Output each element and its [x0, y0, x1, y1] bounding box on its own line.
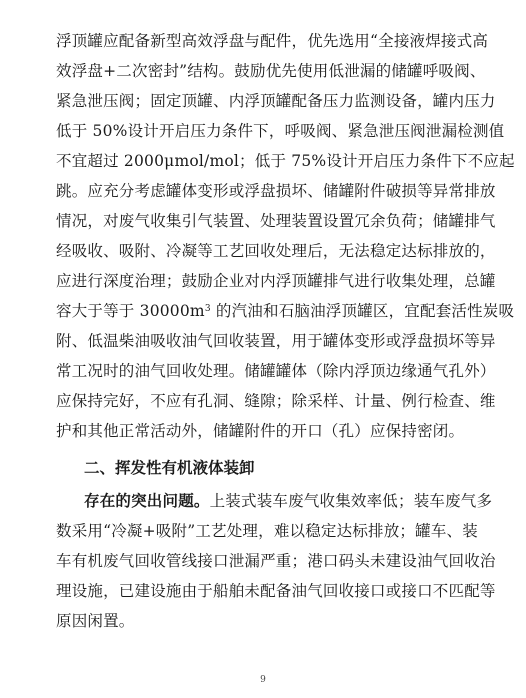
paragraph-line: 车有机废气回收管线接口泄漏严重；港口码头未建设油气回收治	[56, 552, 496, 570]
tank-capacity-text: 容大于等于 30000m	[56, 302, 205, 320]
paragraph-line: 原因闲置。	[56, 612, 135, 630]
paragraph-line: 经吸收、吸附、冷凝等工艺回收处理后，无法稳定达标排放的，	[56, 242, 496, 260]
paragraph-line	[84, 490, 493, 512]
paragraph-line: 情况，对废气收集引气装置、处理装置设置冗余负荷；储罐排气	[56, 212, 496, 230]
paragraph-line: 应保持完好，不应有孔洞、缝隙；除采样、计量、例行检查、维	[56, 392, 496, 410]
paragraph-line-continuation: 的汽油和石脑油浮顶罐区，宜配套活性炭吸	[210, 302, 515, 320]
section-heading: 二、挥发性有机液体装卸	[84, 459, 255, 477]
lead-phrase: 存在的突出问题。	[84, 492, 210, 510]
paragraph-line: 浮顶罐应配备新型高效浮盘与配件，优先选用“全接液焊接式高	[56, 32, 489, 50]
paragraph-line: 不宜超过 2000μmol/mol；低于 75%设计开启压力条件下不应起	[56, 152, 515, 170]
paragraph-line: 低于 50%设计开启压力条件下，呼吸阀、紧急泄压阀泄漏检测值	[56, 122, 505, 140]
paragraph-line-continuation: 上装式装车废气收集效率低；装车废气多	[209, 492, 493, 510]
paragraph-line: 附、低温柴油吸收油气回收装置，用于罐体变形或浮盘损坏等异	[56, 332, 496, 350]
paragraph-line: 护和其他正常活动外，储罐附件的开口（孔）应保持密闭。	[56, 422, 465, 440]
superscript-three: 3	[204, 304, 211, 314]
paragraph-line: 跳。应充分考虑罐体变形或浮盘损坏、储罐附件破损等异常排放	[56, 182, 496, 200]
page-number: 9	[260, 675, 266, 685]
paragraph-line: 理设施，已建设施由于船舶未配备油气回收接口或接口不匹配等	[56, 582, 496, 600]
paragraph-line: 应进行深度治理；鼓励企业对内浮顶罐排气进行收集处理，总罐	[56, 272, 496, 290]
paragraph-line: 数采用“冷凝+吸附”工艺处理，难以稳定达标排放；罐车、装	[56, 522, 478, 540]
paragraph-line: 效浮盘+二次密封”结构。鼓励优先使用低泄漏的储罐呼吸阀、	[56, 62, 486, 80]
paragraph-line: 常工况时的油气回收处理。储罐罐体（除内浮顶边缘通气孔外）	[56, 362, 496, 380]
paragraph-line: 紧急泄压阀；固定顶罐、内浮顶罐配备压力监测设备，罐内压力	[56, 92, 496, 110]
paragraph-line	[56, 300, 515, 322]
